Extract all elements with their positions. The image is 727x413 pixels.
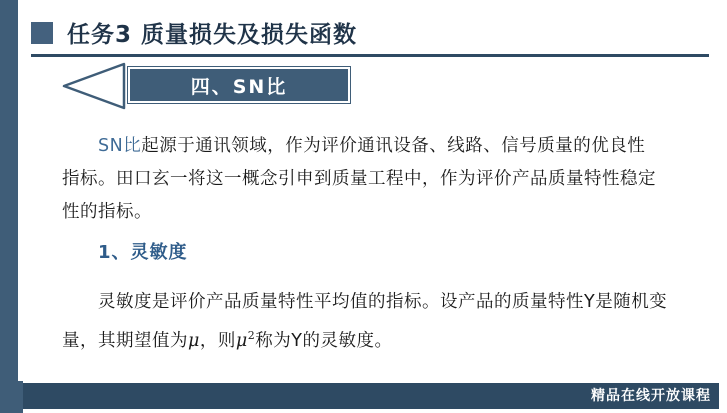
mu-symbol-1: μ <box>188 330 200 351</box>
mu-symbol-2: μ <box>235 330 248 351</box>
left-band-highlight <box>18 0 23 413</box>
slide-header <box>23 14 709 52</box>
left-triangle-icon <box>62 62 126 110</box>
paragraph-intro-lead: SN比 <box>98 136 142 156</box>
footer-label: 精品在线开放课程 <box>591 388 711 404</box>
paragraph-intro <box>62 130 662 229</box>
paragraph-sensitivity-part3: 称为Y的灵敏度。 <box>255 330 393 351</box>
left-decorative-band <box>0 0 18 413</box>
header-accent-square <box>31 22 53 44</box>
page-title: 任务3 质量损失及损失函数 <box>67 22 358 48</box>
footer-left-strip <box>0 381 23 413</box>
header-divider <box>31 54 709 57</box>
paragraph-intro-rest: 起源于通讯领域，作为评价通讯设备、线路、信号质量的优良性指标。田口玄一将这一概念引申到质量工程中，作为评价产品质量特性稳定性的指标。 <box>62 136 656 222</box>
slide-footer <box>0 381 727 413</box>
section-banner-label: 四、SN比 <box>190 75 288 98</box>
paragraph-sensitivity <box>62 286 672 358</box>
subheading-sensitivity: 1、灵敏度 <box>98 242 188 263</box>
paragraph-sensitivity-part2: ，则 <box>199 330 236 351</box>
paragraph-sensitivity-part1: 灵敏度是评价产品质量特性平均值的指标。设产品的质量特性Y是随机变量，其期望值为 <box>62 292 668 351</box>
mu-exponent: 2 <box>247 329 256 342</box>
section-banner <box>128 67 350 103</box>
